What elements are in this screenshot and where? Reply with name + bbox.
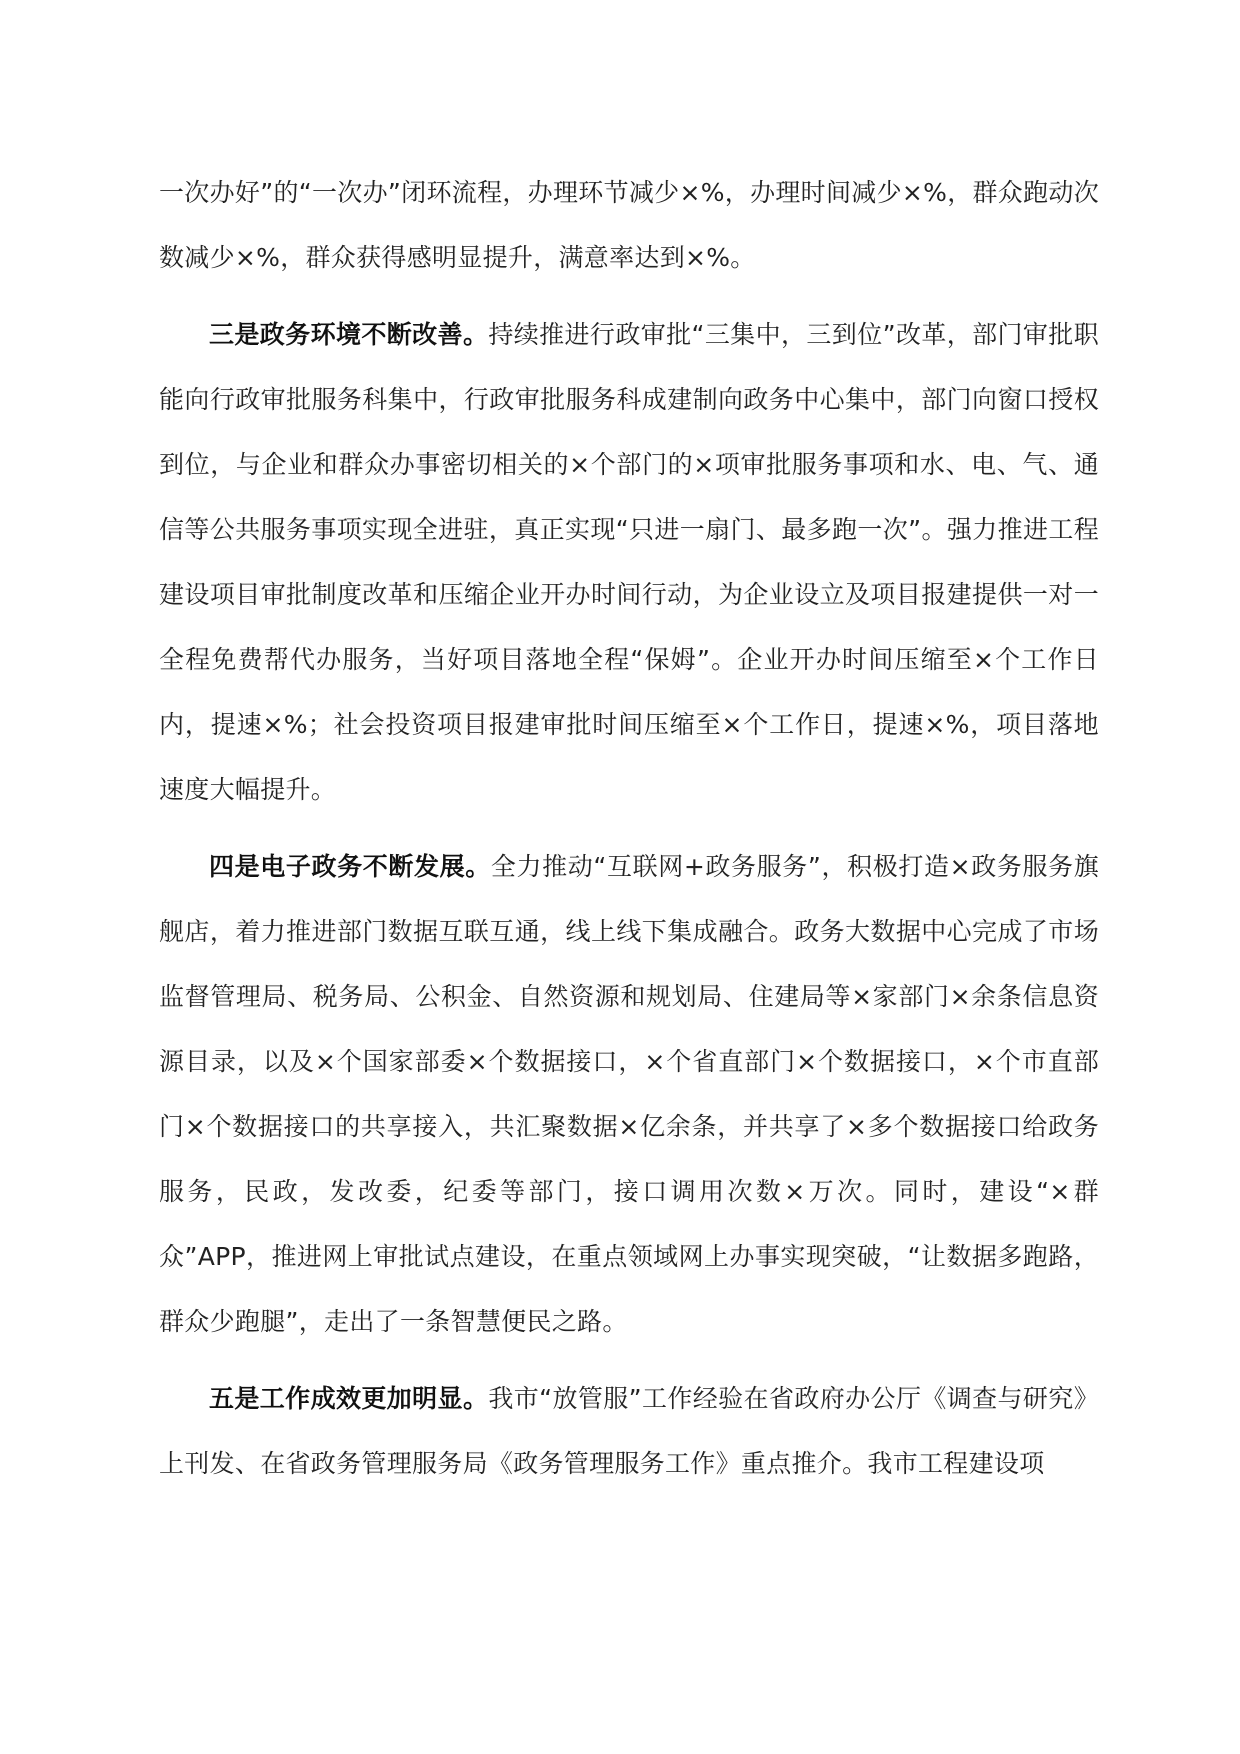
paragraph-text: 一次办好”的“一次办”闭环流程，办理环节减少×%，办理时间减少×%，群众跑动次数减少×%，群众获得感明显提升，满意率达到×%。	[159, 178, 1099, 272]
paragraph-heading: 三是政务环境不断改善。	[209, 320, 489, 349]
paragraph-heading: 五是工作成效更加明显。	[209, 1384, 489, 1413]
paragraph-text: 我市“放管服”工作经验在省政府办公厅《调查与研究》上刊发、在省政务管理服务局《政务管理服务工作》重点推介。我市工程建设项	[159, 1384, 1099, 1478]
paragraph-text: 全力推动“互联网+政务服务”，积极打造×政务服务旗舰店，着力推进部门数据互联互通，线上线下集成融合。政务大数据中心完成了市场监督管理局、税务局、公积金、自然资源和规划局、住建局等×家部门×余条信息资源目录，以及×个国家部委×个数据接口，×个省直部门×个数据接口，×个市直部门×个数据接口的共享接入，共汇聚数据×亿余条，并共享了×多个数据接口给政务服务，民政，发改委，纪委等部门，接口调用次数×万次。同时，建设“×群众”APP，推进网上审批试点建设，在重点领域网上办事实现突破，“让数据多跑路，群众少跑腿”，走出了一条智慧便民之路。	[159, 852, 1099, 1336]
paragraph-text: 持续推进行政审批“三集中，三到位”改革，部门审批职能向行政审批服务科集中，行政审批服务科成建制向政务中心集中，部门向窗口授权到位，与企业和群众办事密切相关的×个部门的×项审批服务事项和水、电、气、通信等公共服务事项实现全进驻，真正实现“只进一扇门、最多跑一次”。强力推进工程建设项目审批制度改革和压缩企业开办时间行动，为企业设立及项目报建提供一对一全程免费帮代办服务，当好项目落地全程“保姆”。企业开办时间压缩至×个工作日内，提速×%；社会投资项目报建审批时间压缩至×个工作日，提速×%，项目落地速度大幅提升。	[159, 320, 1099, 804]
paragraph-continuation	[159, 160, 1099, 290]
document-page	[159, 160, 1099, 1508]
paragraph-heading: 四是电子政务不断发展。	[209, 852, 491, 881]
paragraph-e-government	[159, 834, 1099, 1354]
paragraph-work-results	[159, 1366, 1099, 1496]
paragraph-government-environment	[159, 302, 1099, 822]
